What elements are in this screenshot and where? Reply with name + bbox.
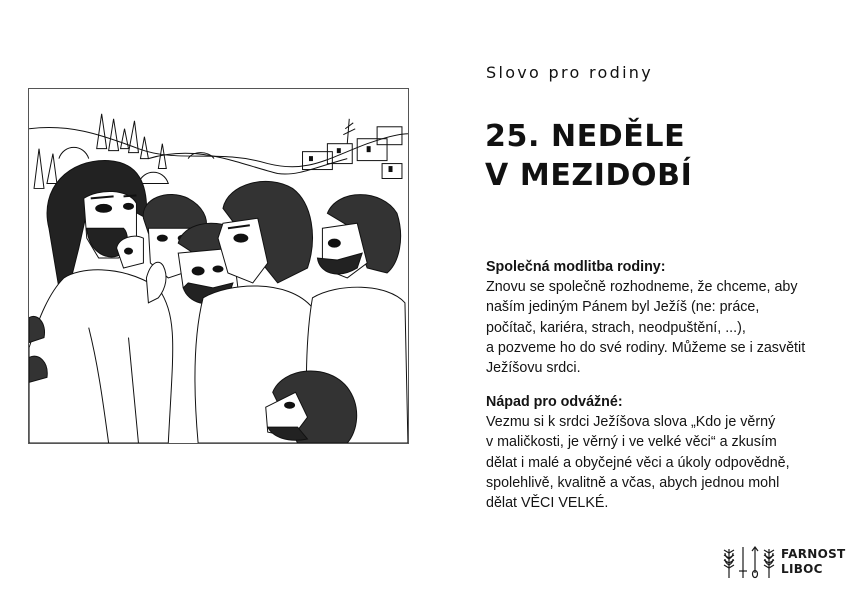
wheat-icon xyxy=(763,545,775,579)
paragraph-line: Vezmu si k srdci Ježíšova slova „Kdo je věrný xyxy=(486,414,776,431)
section-heading: Nápad pro odvážné: xyxy=(486,394,623,410)
paragraph-line: spolehlivě, kvalitně a včas, abych jednou mohl xyxy=(486,474,780,491)
wheat-icon xyxy=(723,545,735,579)
logo-line-1: FARNOST xyxy=(781,547,846,561)
logo-line-2: LIBOC xyxy=(781,562,823,576)
illustration xyxy=(28,88,409,444)
paragraph-line: v maličkosti, je věrný i ve velké věci“ a zkusím xyxy=(486,434,777,451)
family-prayer-section xyxy=(486,257,816,378)
series-subtitle: Slovo pro rodiny xyxy=(486,63,654,82)
paragraph-line: Znovu se společně rozhodneme, že chceme, aby xyxy=(486,279,798,296)
paragraph-line: počítač, kariéra, strach, neodpuštění, ...), xyxy=(486,319,746,336)
paragraph-line: a pozveme ho do své rodiny. Můžeme se i zasvětit xyxy=(486,339,806,356)
brave-idea-section xyxy=(486,392,816,513)
paragraph-line: naším jediným Pánem byl Ježíš (ne: práce, xyxy=(486,299,760,316)
paragraph-line: dělat VĚCI VELKÉ. xyxy=(486,495,609,512)
parish-logo xyxy=(723,544,846,580)
arrow-icon xyxy=(751,545,759,579)
sword-icon xyxy=(739,545,747,579)
jesus-with-disciples-drawing xyxy=(29,89,408,443)
paragraph-line: Ježíšovu srdci. xyxy=(486,360,581,377)
title-line-2: V MEZIDOBÍ xyxy=(485,158,693,193)
page-title xyxy=(485,117,692,195)
section-heading: Společná modlitba rodiny: xyxy=(486,259,666,275)
paragraph-line: dělat i malé a obyčejné věci a úkoly odpovědně, xyxy=(486,454,790,471)
logo-text xyxy=(781,547,846,577)
title-line-1: 25. NEDĚLE xyxy=(485,119,686,154)
